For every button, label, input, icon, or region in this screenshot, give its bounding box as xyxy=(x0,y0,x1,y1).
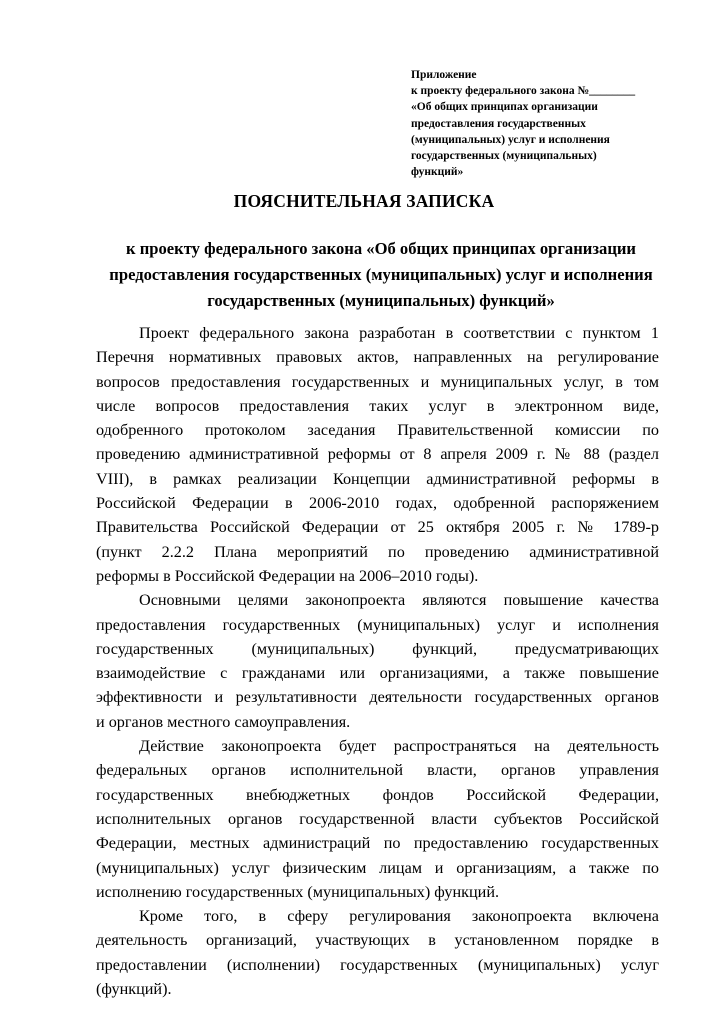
attachment-line: государственных (муниципальных) xyxy=(411,150,597,163)
attachment-line: предоставления государственных xyxy=(411,117,586,130)
body-line: (функций). xyxy=(96,980,172,999)
body-line: Российской Федерации в 2006-2010 годах, одобренной распоряжением xyxy=(96,494,659,513)
body-line: реформы в Российской Федерации на 2006–2010 годы). xyxy=(96,566,479,585)
body-line: взаимодействие с гражданами или организациями, а также повышение xyxy=(96,664,659,683)
body-line: Действие законопроекта будет распространяться на деятельность xyxy=(139,737,659,756)
body-line: исполнительных органов государственной власти субъектов Российской xyxy=(96,809,659,828)
attachment-line: к проекту федерального закона №________ xyxy=(411,85,636,98)
body-paragraph xyxy=(96,588,659,734)
attachment-note xyxy=(411,67,671,180)
attachment-line: функций» xyxy=(411,166,464,179)
body-line: предоставлении (исполнении) государственных (муниципальных) услуг xyxy=(96,955,659,974)
body-line: Основными целями законопроекта являются повышение качества xyxy=(139,591,659,610)
body-line: проведению административной реформы от 8 апреля 2009 г. № 88 (раздел xyxy=(96,445,659,464)
body-line: эффективности и результативности деятельности государственных органов xyxy=(96,688,659,707)
body-line: Кроме того, в сферу регулирования законопроекта включена xyxy=(139,907,659,926)
body-line: (пункт 2.2.2 Плана мероприятий по проведению административной xyxy=(96,542,659,561)
attachment-line: (муниципальных) услуг и исполнения xyxy=(411,133,610,146)
subtitle-line: к проекту федерального закона «Об общих принципах организации xyxy=(126,239,636,258)
body-line: государственных (муниципальных) функций, предусматривающих xyxy=(96,639,659,658)
body-line: (муниципальных) услуг физическим лицам и организациям, а также по xyxy=(96,858,659,877)
body-line: одобренного протоколом заседания Правительственной комиссии по xyxy=(96,421,659,440)
body-line: VIII), в рамках реализации Концепции административной реформы в xyxy=(96,469,659,488)
body-line: Правительства Российской Федерации от 25 октября 2005 г. № 1789-р xyxy=(96,518,659,537)
body-line: вопросов предоставления государственных и муниципальных услуг, в том xyxy=(96,372,659,391)
subtitle-line: предоставления государственных (муниципальных) услуг и исполнения xyxy=(109,265,653,284)
attachment-line: Приложение xyxy=(411,69,477,81)
body-line: и органов местного самоуправления. xyxy=(96,712,351,731)
document-title: ПОЯСНИТЕЛЬНАЯ ЗАПИСКА xyxy=(233,191,495,211)
document-subtitle xyxy=(96,236,666,314)
body-line: Перечня нормативных правовых актов, направленных на регулирование xyxy=(96,348,659,367)
body-line: федеральных органов исполнительной власти, органов управления xyxy=(96,761,659,780)
body-paragraph xyxy=(96,321,659,588)
body-line: Проект федерального закона разработан в соответствии с пунктом 1 xyxy=(139,324,659,342)
body-line: исполнению государственных (муниципальных) функций. xyxy=(96,882,500,901)
body-line: Федерации, местных администраций по предоставлению государственных xyxy=(96,834,659,853)
body-line: числе вопросов предоставления таких услуг в электронном виде, xyxy=(96,396,659,415)
body-line: государственных внебюджетных фондов Российской Федерации, xyxy=(96,785,659,804)
body-paragraph xyxy=(96,734,659,904)
body-paragraph xyxy=(96,904,659,1001)
subtitle-line: государственных (муниципальных) функций» xyxy=(207,291,555,310)
body-line: деятельность организаций, участвующих в установленном порядке в xyxy=(96,931,659,950)
attachment-line: «Об общих принципах организации xyxy=(411,101,598,114)
body-line: предоставления государственных (муниципальных) услуг и исполнения xyxy=(96,615,659,634)
document-body xyxy=(96,321,659,1001)
